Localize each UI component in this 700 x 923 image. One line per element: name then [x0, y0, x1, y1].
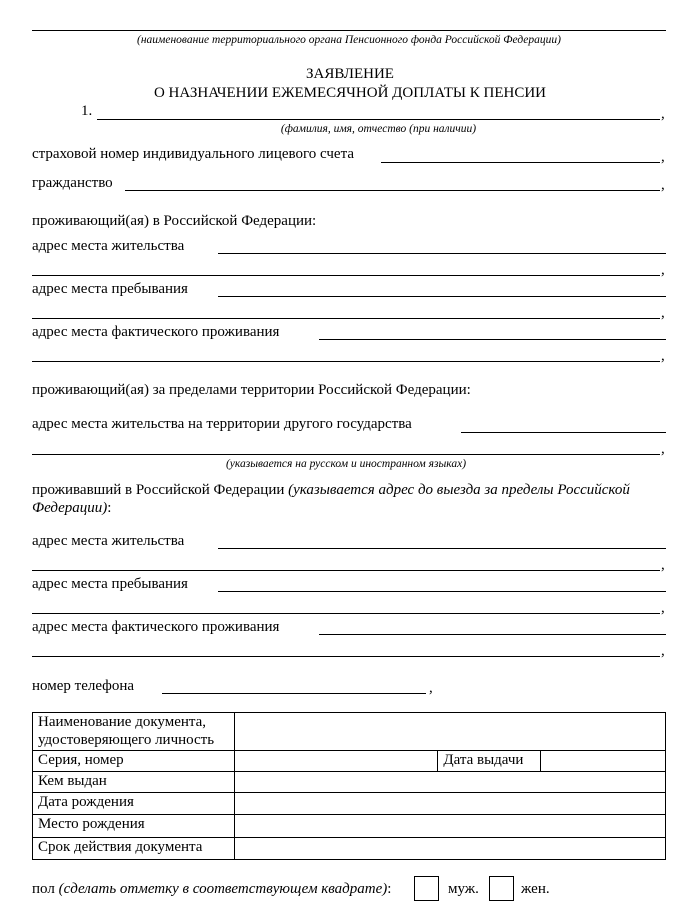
- former-rf-heading-text: проживавший в Российской Федерации: [32, 482, 289, 498]
- section-number: 1.: [81, 103, 93, 119]
- validity-field[interactable]: [234, 838, 665, 860]
- rf-stay-address-field-2[interactable]: [32, 318, 660, 319]
- abroad-heading: проживающий(ая) за пределами территории Российской Федерации:: [32, 382, 471, 398]
- gender-label-text: пол: [32, 881, 59, 897]
- birth-date-field[interactable]: [234, 793, 665, 815]
- citizenship-label: гражданство: [32, 175, 113, 191]
- id-document-table: [32, 712, 666, 860]
- comma: ,: [661, 441, 665, 457]
- doc-name-field[interactable]: [234, 713, 665, 751]
- issue-date-label: Дата выдачи: [438, 751, 541, 772]
- birth-date-label: Дата рождения: [33, 793, 235, 815]
- former-residence-address-label: адрес места жительства: [32, 533, 185, 549]
- female-label: жен.: [521, 881, 550, 897]
- doc-name-label-line2: удостоверяющего личность: [38, 732, 215, 748]
- comma: ,: [661, 600, 665, 616]
- rf-residence-address-label: адрес места жительства: [32, 238, 185, 254]
- rf-actual-address-field-2[interactable]: [32, 361, 660, 362]
- rf-actual-address-label: адрес места фактического проживания: [32, 324, 280, 340]
- birth-place-field[interactable]: [234, 815, 665, 838]
- issue-date-field[interactable]: [541, 751, 666, 772]
- former-stay-address-label: адрес места пребывания: [32, 576, 188, 592]
- fio-field[interactable]: [97, 119, 660, 120]
- female-checkbox[interactable]: [489, 876, 514, 901]
- title-line1: ЗАЯВЛЕНИЕ: [306, 66, 394, 82]
- snils-field[interactable]: [381, 162, 660, 163]
- series-number-field[interactable]: [234, 751, 438, 772]
- former-actual-address-field-2[interactable]: [32, 656, 660, 657]
- former-stay-address-field-2[interactable]: [32, 613, 660, 614]
- fio-caption: (фамилия, имя, отчество (при наличии): [280, 123, 477, 135]
- rf-residence-address-field[interactable]: [218, 253, 666, 254]
- table-row: [33, 793, 666, 815]
- former-rf-heading-note-2: Федерации): [32, 500, 108, 516]
- comma: ,: [661, 305, 665, 321]
- series-number-label: Серия, номер: [33, 751, 235, 772]
- issued-by-label: Кем выдан: [33, 772, 235, 793]
- rf-stay-address-field[interactable]: [218, 296, 666, 297]
- doc-name-label: [33, 713, 235, 751]
- comma: ,: [661, 106, 665, 122]
- comma: ,: [661, 177, 665, 193]
- male-checkbox[interactable]: [414, 876, 439, 901]
- former-residence-address-field[interactable]: [218, 548, 666, 549]
- foreign-address-field[interactable]: [461, 432, 666, 433]
- former-residence-address-field-2[interactable]: [32, 570, 660, 571]
- former-rf-heading-note: (указывается адрес до выезда за пределы Российской: [288, 482, 630, 498]
- citizenship-field[interactable]: [125, 190, 660, 191]
- phone-field[interactable]: [162, 693, 426, 694]
- validity-label: Срок действия документа: [33, 838, 235, 860]
- comma: ,: [661, 149, 665, 165]
- table-row: [33, 713, 666, 751]
- org-name-line[interactable]: [32, 30, 666, 31]
- former-stay-address-field[interactable]: [218, 591, 666, 592]
- org-name-caption: (наименование территориального органа Пенсионного фонда Российской Федерации): [137, 34, 561, 46]
- title-line2: О НАЗНАЧЕНИИ ЕЖЕМЕСЯЧНОЙ ДОПЛАТЫ К ПЕНСИИ: [153, 85, 547, 101]
- former-actual-address-field[interactable]: [319, 634, 666, 635]
- comma: ,: [661, 643, 665, 659]
- table-row: [33, 772, 666, 793]
- foreign-address-label: адрес места жительства на территории другого государства: [32, 416, 412, 432]
- comma: ,: [429, 680, 433, 696]
- table-row: [33, 838, 666, 860]
- comma: ,: [661, 348, 665, 364]
- gender-label: [32, 880, 391, 898]
- former-rf-heading-colon: :: [107, 500, 112, 516]
- rf-residence-address-field-2[interactable]: [32, 275, 660, 276]
- issued-by-field[interactable]: [234, 772, 665, 793]
- comma: ,: [661, 557, 665, 573]
- gender-label-colon: :: [387, 881, 392, 897]
- doc-name-label-line1: Наименование документа,: [38, 714, 207, 730]
- rf-stay-address-label: адрес места пребывания: [32, 281, 188, 297]
- phone-label: номер телефона: [32, 678, 135, 694]
- rf-residence-heading: проживающий(ая) в Российской Федерации:: [32, 213, 317, 229]
- former-rf-heading-line2: [32, 499, 111, 517]
- birth-place-label: Место рождения: [33, 815, 235, 838]
- former-rf-heading: [32, 481, 666, 499]
- comma: ,: [661, 262, 665, 278]
- table-row: [33, 751, 666, 772]
- gender-label-note: (сделать отметку в соответствующем квадрате): [58, 881, 388, 897]
- former-actual-address-label: адрес места фактического проживания: [32, 619, 280, 635]
- snils-label: страховой номер индивидуального лицевого счета: [32, 146, 354, 162]
- language-caption: (указывается на русском и иностранном языках): [225, 458, 467, 470]
- table-row: [33, 815, 666, 838]
- rf-actual-address-field[interactable]: [319, 339, 666, 340]
- foreign-address-field-2[interactable]: [32, 454, 660, 455]
- male-label: муж.: [448, 881, 479, 897]
